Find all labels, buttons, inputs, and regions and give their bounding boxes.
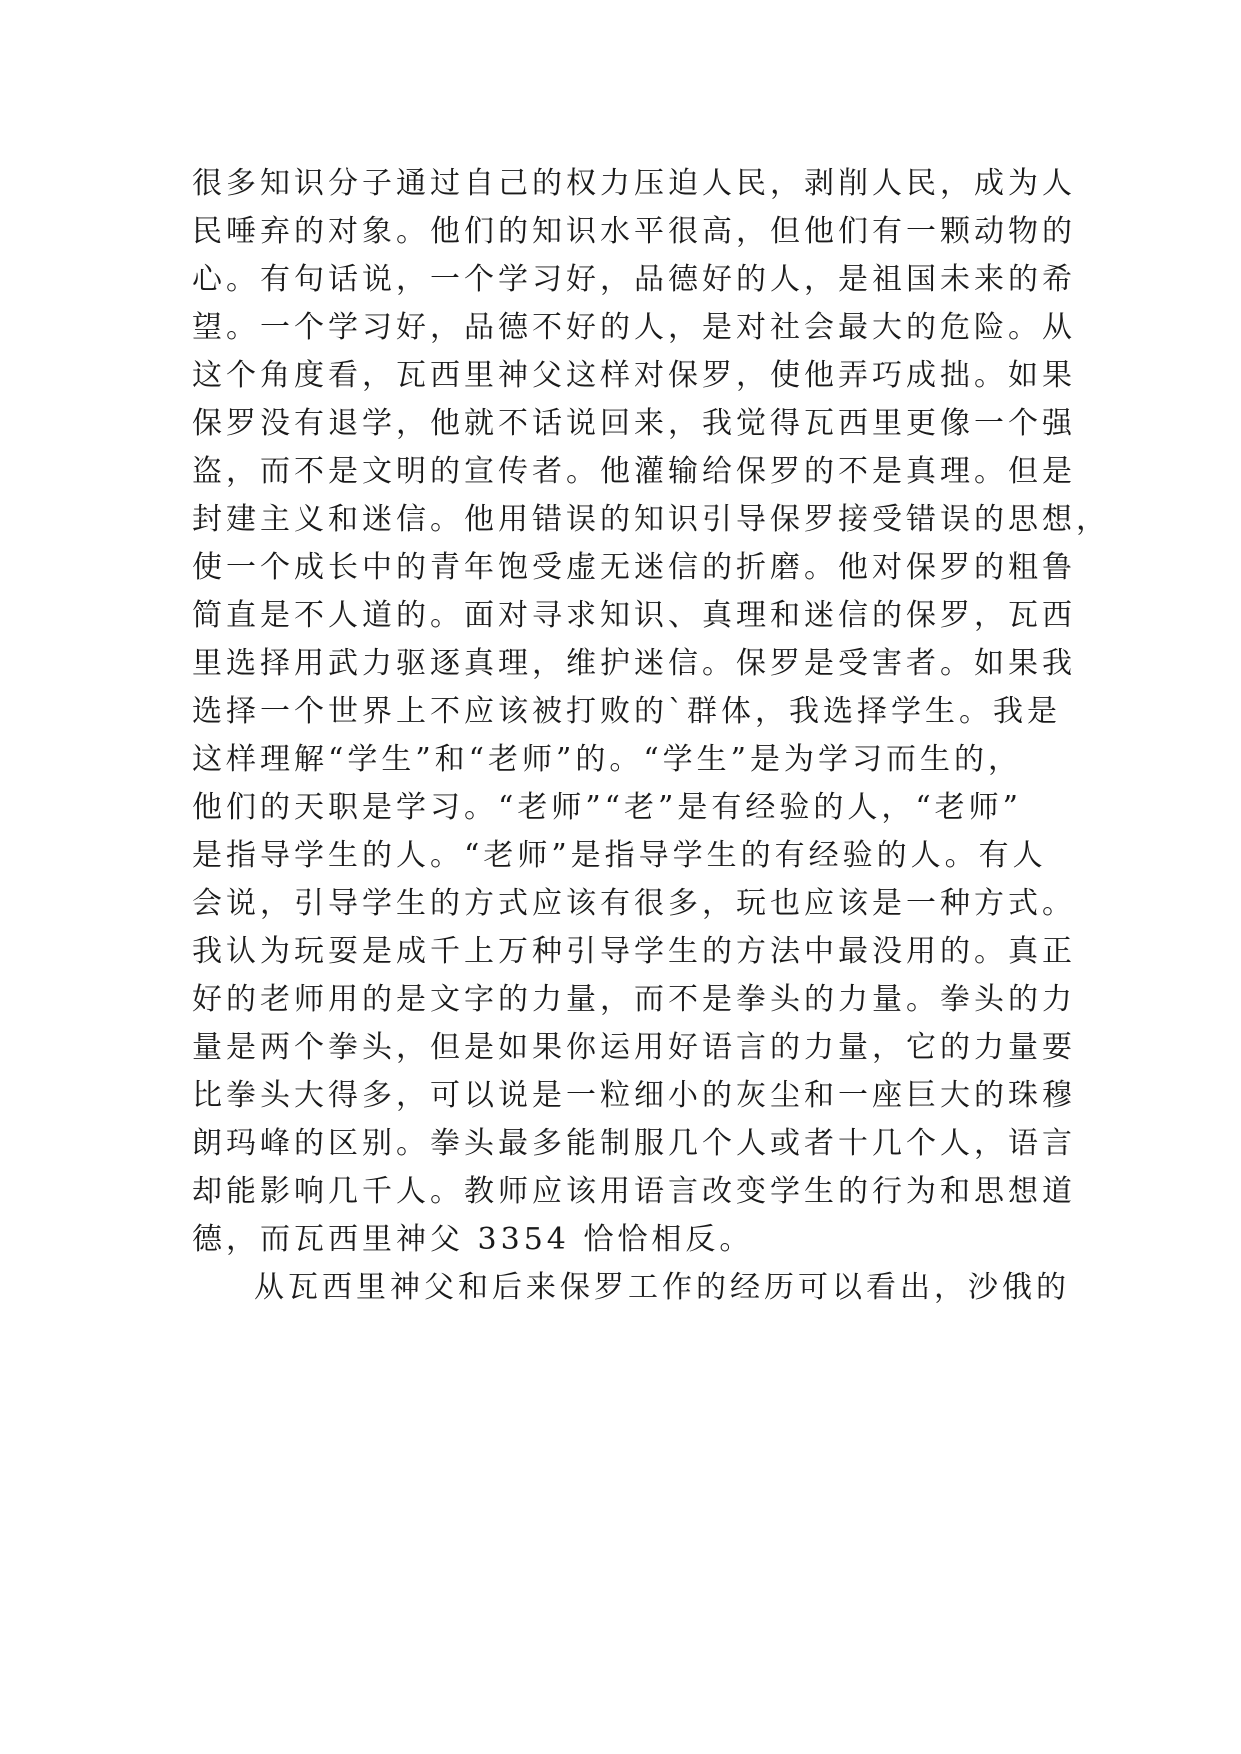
text-line: 会说，引导学生的方式应该有很多，玩也应该是一种方式。 [192, 886, 1076, 921]
text-line: 比拳头大得多，可以说是一粒细小的灰尘和一座巨大的珠穆 [192, 1078, 1076, 1113]
text-line: 很多知识分子通过自己的权力压迫人民，剥削人民，成为人 [192, 166, 1076, 201]
text-line: 德，而瓦西里神父 3354 恰恰相反。 [192, 1222, 754, 1257]
text-line: 民唾弃的对象。他们的知识水平很高，但他们有一颗动物的 [192, 214, 1076, 249]
text-line: 里选择用武力驱逐真理，维护迷信。保罗是受害者。如果我 [192, 646, 1076, 681]
text-line: 这样理解“学生”和“老师”的。“学生”是为学习而生的， [192, 742, 1023, 777]
paragraph-start-line: 从瓦西里神父和后来保罗工作的经历可以看出，沙俄的 [254, 1270, 1070, 1305]
text-line: 盗，而不是文明的宣传者。他灌输给保罗的不是真理。但是 [192, 454, 1076, 489]
text-line: 望。一个学习好，品德不好的人，是对社会最大的危险。从 [192, 310, 1076, 345]
text-line: 这个角度看，瓦西里神父这样对保罗，使他弄巧成拙。如果 [192, 358, 1076, 393]
body-text [192, 160, 1110, 1312]
text-line: 选择一个世界上不应该被打败的`群体，我选择学生。我是 [192, 694, 1061, 729]
text-line: 却能影响几千人。教师应该用语言改变学生的行为和思想道 [192, 1174, 1076, 1209]
text-line: 保罗没有退学，他就不话说回来，我觉得瓦西里更像一个强 [192, 406, 1076, 441]
text-line: 使一个成长中的青年饱受虚无迷信的折磨。他对保罗的粗鲁 [192, 550, 1076, 585]
text-line: 我认为玩耍是成千上万种引导学生的方法中最没用的。真正 [192, 934, 1076, 969]
text-line: 心。有句话说，一个学习好，品德好的人，是祖国未来的希 [192, 262, 1076, 297]
text-line: 朗玛峰的区别。拳头最多能制服几个人或者十几个人，语言 [192, 1126, 1076, 1161]
text-line: 是指导学生的人。“老师”是指导学生的有经验的人。有人 [192, 838, 1047, 873]
text-line: 封建主义和迷信。他用错误的知识引导保罗接受错误的思想， [192, 502, 1110, 537]
text-line: 好的老师用的是文字的力量，而不是拳头的力量。拳头的力 [192, 982, 1076, 1017]
text-line: 他们的天职是学习。“老师”“老”是有经验的人，“老师” [192, 790, 1023, 825]
text-line: 量是两个拳头，但是如果你运用好语言的力量，它的力量要 [192, 1030, 1076, 1065]
text-line: 简直是不人道的。面对寻求知识、真理和迷信的保罗，瓦西 [192, 598, 1076, 633]
